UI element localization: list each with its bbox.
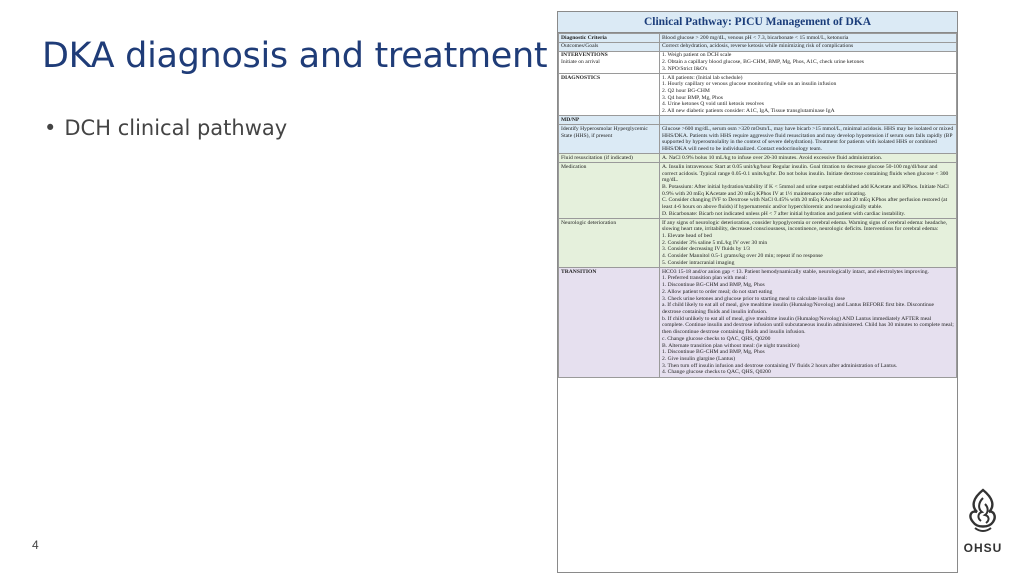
table-row bbox=[559, 163, 957, 219]
bullet-dot-icon: • bbox=[44, 116, 57, 140]
list-item: D. Bicarbonate: Bicarb not indicated unless pH < 7 after initial hydration and patient with cardiac instability. bbox=[662, 210, 906, 217]
row-label: Outcomes/Goals bbox=[559, 42, 660, 51]
ohsu-flame-icon bbox=[963, 488, 1003, 534]
row-sublabel: Initiate on arrival bbox=[561, 59, 600, 66]
pathway-title: Clinical Pathway: PICU Management of DKA bbox=[558, 12, 957, 33]
list-item: 1. Weigh patient on DCH scale bbox=[662, 52, 732, 59]
row-label: Diagnostic Criteria bbox=[559, 34, 660, 43]
row-text: If any signs of neurologic deterioration, consider hypoglycemia or cerebral edema. Warning signs of cerebral edema: headache, slowing heart rate, irritability, decreased consciousness, incontinence, neurologic deficits. Interventions for cerebral edema: bbox=[662, 219, 948, 233]
list-item: 5. Consider intracranial imaging bbox=[662, 259, 735, 266]
row-text bbox=[660, 116, 957, 125]
list-item: 2. Q2 hour BG-CHM bbox=[662, 88, 710, 95]
list-item: B. Potassium: After initial hydration/stability if K < 5mmol and urine output established add KAcetate and KPhos. Initiate NaCl 0.9% with 20 mEq KAcetate and 20 mEq KPhos IV at 1½ maintenance rate after urinating. bbox=[662, 183, 949, 197]
row-label: Identify Hyperosmolar Hyperglycemic State (HHS), if present bbox=[559, 125, 660, 154]
list-item: 1. Discontinue BG-CHM and BMP, Mg, Phos bbox=[662, 282, 765, 289]
row-text: A. NaCl 0.9% bolus 10 mL/kg to infuse over 20-30 minutes. Avoid excessive fluid administration. bbox=[660, 154, 957, 163]
list-item: 1. Preferred transition plan with meal: bbox=[662, 275, 748, 282]
table-row bbox=[559, 74, 957, 116]
logo-text: OHSU bbox=[963, 541, 1003, 555]
row-text: Blood glucose > 200 mg/dL, venous pH < 7.3, bicarbonate < 15 mmol/L, ketonuria bbox=[660, 34, 957, 43]
row-label: Neurologic deterioration bbox=[559, 219, 660, 268]
row-text: Correct dehydration, acidosis, reverse ketosis while minimizing risk of complications bbox=[660, 42, 957, 51]
list-item: A. Insulin intravenous: Start at 0.05 unit/kg/hour Regular insulin. Goal titration to decrease glucose 50-100 mg/dl/hour and correct acidosis. Typical range 0.05-0.1 units/kg/hr. Do not bolus insulin. Initiate dextrose containing fluids when glucose < 300 mg/dL. bbox=[662, 163, 949, 184]
row-label: Fluid resuscitation (if indicated) bbox=[559, 154, 660, 163]
list-item: 2. Obtain a capillary blood glucose, BG-CHM, BMP, Mg, Phos, A1C, check urine ketones bbox=[662, 59, 864, 66]
row-label: MD/NP bbox=[559, 116, 660, 125]
table-row bbox=[559, 125, 957, 154]
table-row bbox=[559, 116, 957, 125]
list-item: B. Alternate transition plan without meal: (ie night transition) bbox=[662, 342, 800, 349]
ohsu-logo bbox=[955, 488, 1011, 555]
list-item: 3. Check urine ketones and glucose prior to starting meal to calculate insulin dose bbox=[662, 295, 845, 302]
row-text: Glucose >600 mg/dL, serum osm >320 mOsm/L, may have bicarb >15 mmol/L, minimal acidosis. HHS may be isolated or mixed HHS/DKA. Patients with HHS require aggressive fluid resuscitation and may develop hypotension if serum osm falls rapidly (BP supported by hyperosmolality in the context of severe dehydration). Treatment for patients with isolated HHS or combined HHS/DKA will need to be individualized. Contact endocrinology team. bbox=[660, 125, 957, 154]
list-item: 3. Consider decreasing IV fluids by 1/3 bbox=[662, 246, 750, 253]
list-item: C. Consider changing IVF to Dextrose with NaCl 0.45% with 20 mEq KAcetate and 20 mEq KPhos after perfusion restored (at least 4-6 hours on above fluids) if hypernatremic and/or hyperchloremic and neurologically stable. bbox=[662, 197, 948, 211]
row-label: INTERVENTIONS bbox=[561, 52, 608, 59]
list-item: 2. All new diabetic patients consider: A1C, IgA, Tissue transglutaminase IgA bbox=[662, 108, 835, 115]
table-row bbox=[559, 219, 957, 268]
row-list-cell bbox=[660, 74, 957, 116]
list-item: a. If child likely to eat all of meal, give mealtime insulin (Humalog/Novolog) and Lantus BEFORE first bite. Discontinue dextrose containing fluids and insulin infusion. bbox=[662, 302, 935, 315]
list-item: c. Change glucose checks to QAC, QHS, Q0200 bbox=[662, 335, 771, 342]
row-list-cell bbox=[660, 219, 957, 268]
row-label: DIAGNOSTICS bbox=[559, 74, 660, 116]
list-item: 1. Elevate head of bed bbox=[662, 233, 712, 240]
row-list-cell bbox=[660, 163, 957, 219]
list-item: 2. Consider 3% saline 5 mL/kg IV over 30 min bbox=[662, 239, 768, 246]
list-item: 3. Then turn off insulin infusion and dextrose containing IV fluids 2 hours after administration of Lantus. bbox=[662, 362, 898, 369]
table-row bbox=[559, 154, 957, 163]
table-row bbox=[559, 268, 957, 377]
list-item: 1. Discontinue BG-CHM and BMP, Mg, Phos bbox=[662, 349, 765, 356]
table-row bbox=[559, 42, 957, 51]
slide-title: DKA diagnosis and treatment bbox=[42, 36, 548, 76]
list-item: 3. Q4 hour BMP, Mg, Phos bbox=[662, 94, 723, 101]
page-number: 4 bbox=[32, 538, 39, 552]
list-item: 3. NPO/Strict I&O's bbox=[662, 65, 708, 72]
list-item: 4. Change glucose checks to QAC, QHS, Q0200 bbox=[662, 369, 771, 376]
bullet-item bbox=[44, 116, 287, 140]
clinical-pathway-table bbox=[557, 11, 958, 573]
row-label: TRANSITION bbox=[559, 268, 660, 377]
list-item: 1. All patients: (Initial lab schedule) bbox=[662, 74, 743, 81]
list-item: 4. Consider Mannitol 0.5-1 grams/kg over 20 min; repeat if no response bbox=[662, 253, 823, 260]
table-row bbox=[559, 34, 957, 43]
row-list-cell bbox=[660, 51, 957, 73]
list-item: 2. Give insulin glargine (Lantus) bbox=[662, 355, 736, 362]
pathway-grid bbox=[558, 33, 957, 378]
table-row bbox=[559, 51, 957, 73]
bullet-text: DCH clinical pathway bbox=[64, 116, 288, 140]
list-item: 1. Hourly capillary or venous glucose monitoring while on an insulin infusion bbox=[662, 81, 837, 88]
list-item: b. If child unlikely to eat all of meal, give mealtime insulin (Humalog/Novolog) AND Lantus immediately AFTER meal complete. Continue insulin and dextrose infusion until subcutaneous insulin administered. Child has 30 minutes to complete meal; then discontinue dextrose containing fluids and insulin infusion. bbox=[662, 315, 954, 336]
list-item: 4. Urine ketones Q void until ketosis resolves bbox=[662, 101, 764, 108]
list-item: 2. Allow patient to order meal; do not start eating bbox=[662, 288, 773, 295]
row-text: HCO3 15-18 and/or anion gap < 13. Patient hemodynamically stable, neurologically intact, and electrolytes improving. bbox=[662, 268, 929, 275]
row-label-cell bbox=[559, 51, 660, 73]
row-label: Medication bbox=[559, 163, 660, 219]
row-list-cell bbox=[660, 268, 957, 377]
